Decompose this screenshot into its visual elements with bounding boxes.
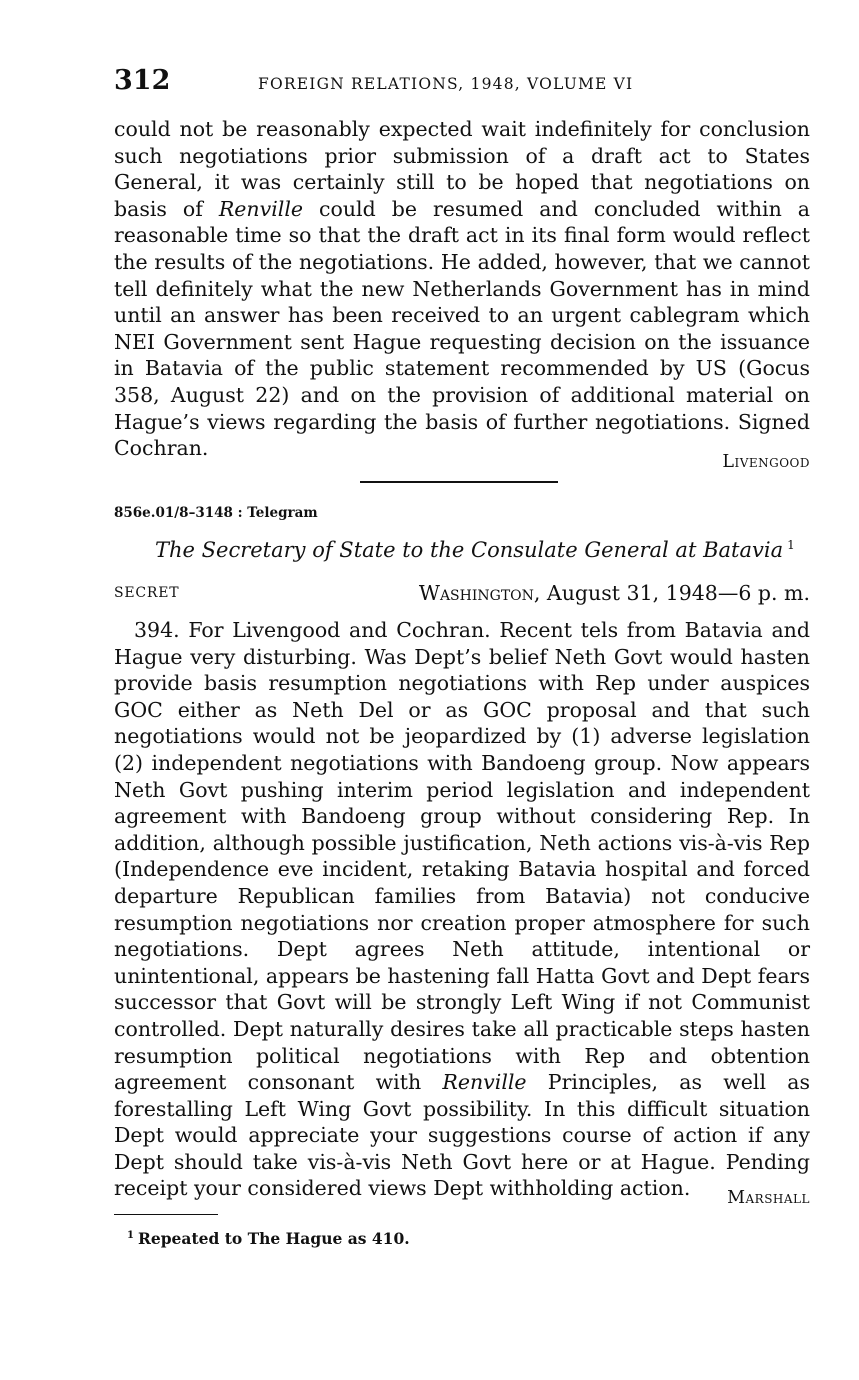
document-file-id: 856e.01/8–3148 : Telegram [114, 505, 318, 521]
continuation-text-part1: could not be reasonably expected wait indefinitely for conclusion such negotiations prior submission of a draft act to States General, it was certainly still to be hoped that negotiations on basis of [114, 117, 810, 221]
dateline [419, 580, 810, 606]
signature-marshall: Marshall [727, 1188, 810, 1208]
telegram-emphasis: Renville [442, 1070, 527, 1095]
continuation-text-part2: could be resumed and concluded within a reasonable time so that the draft act in its final form would reflect the results of the negotiations. He added, however, that we cannot tell definitely what the new Netherlands Government has in mind until an answer has been received to an urgent cablegram which NEI Government sent Hague requesting decision on the issuance in Batavia of the public statement recommended by US (Gocus 358, August 22) and on the provision of additional material on Hague’s views regarding the basis of further negotiations. Signed Cochran. [114, 196, 810, 461]
footnote-text: Repeated to The Hague as 410. [137, 1229, 410, 1248]
continuation-paragraph [114, 116, 810, 462]
classification-label: SECRET [114, 585, 180, 601]
section-divider [360, 481, 558, 483]
dateline-date: , August 31, 1948—6 p. m. [533, 581, 810, 605]
document-title-text: The Secretary of State to the Consulate General at Batavia [155, 538, 784, 562]
document-title [155, 531, 795, 564]
footnote [127, 1226, 410, 1249]
telegram-text-part2: Principles, as well as forestalling Left Wing Govt possibility. In this difficult situation Dept would appreciate your suggestions course of action if any Dept should take vis-à-vis Neth Govt here or at Hague. Pending receipt your considered views Dept withholding action. [114, 1070, 810, 1201]
signature-livengood: Livengood [722, 452, 810, 472]
page-number: 312 [114, 65, 171, 96]
dateline-place: Washington [418, 581, 534, 605]
running-head: FOREIGN RELATIONS, 1948, VOLUME VI [258, 75, 634, 93]
footnote-divider [114, 1214, 218, 1215]
page-header [114, 64, 810, 100]
continuation-emphasis: Renville [218, 196, 304, 221]
footnote-marker: 1 [127, 1230, 134, 1241]
telegram-text-part1: 394. For Livengood and Cochran. Recent tels from Batavia and Hague very disturbing. Was Dept’s belief Neth Govt would hasten provide basis resumption negotiations with Rep under auspices GOC either as Neth Del or as GOC proposal and that such negotiations would not be jeopardized by (1) adverse legislation (2) independent negotiations with Bandoeng group. Now appears Neth Govt pushing interim period legislation and independent agreement with Bandoeng group without considering Rep. In addition, although possible justification, Neth actions vis-à-vis Rep (Independence eve incident, retaking Batavia hospital and forced departure Republican families from Batavia) not conducive resumption negotiations nor creation proper atmosphere for such negotiations. Dept agrees Neth attitude, intentional or unintentional, appears be hastening fall Hatta Govt and Dept fears successor that Govt will be strongly Left Wing if not Communist controlled. Dept naturally desires take all practicable steps hasten resumption political negotiations with Rep and obtention agreement consonant with [114, 618, 810, 1095]
footnote-reference[interactable]: 1 [787, 538, 795, 552]
telegram-body [114, 617, 810, 1202]
